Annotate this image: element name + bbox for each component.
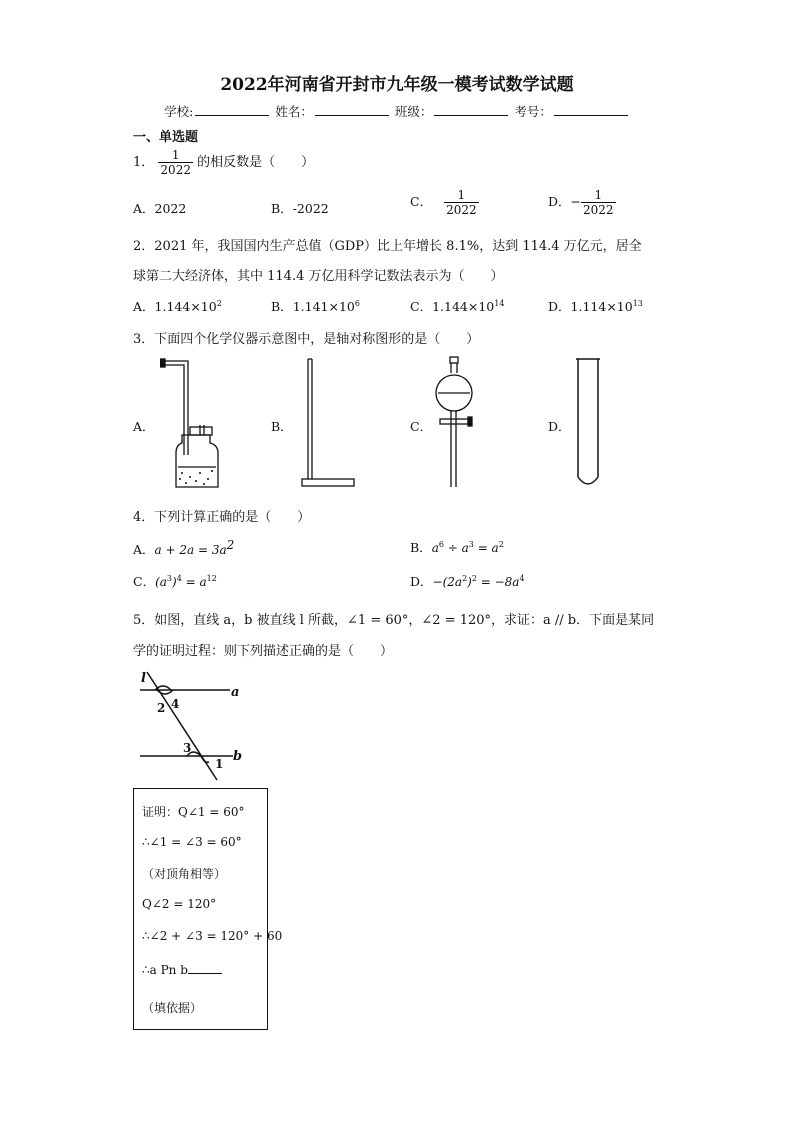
angle-1-label: 1 xyxy=(215,757,224,771)
class-blank[interactable] xyxy=(434,103,508,116)
proof-blank[interactable] xyxy=(188,963,222,974)
parallel-lines-figure xyxy=(135,668,250,783)
q3-option-a-label[interactable]: A． xyxy=(133,419,155,434)
page-title: 2022年河南省开封市九年级一模考试数学试题 xyxy=(220,75,574,95)
q4-option-c[interactable]: C．$(a^3)^4 = a^{12}$ xyxy=(133,573,217,589)
proof-line-2: ∴∠1 = ∠3 = 60° xyxy=(142,835,242,849)
section-heading: 一、单选题 xyxy=(133,130,199,145)
question-4-stem: 4．下列计算正确的是（ ） xyxy=(133,510,311,525)
proof-line-7: （填依据） xyxy=(142,1001,203,1015)
gas-washing-bottle-icon xyxy=(160,355,220,495)
question-2-line-2: 球第二大经济体，其中 114.4 万亿用科学记数法表示为（ ） xyxy=(133,269,504,284)
proof-line-6: ∴a Pn b xyxy=(142,963,222,977)
question-number: 1． xyxy=(133,155,155,170)
angle-2-label: 2 xyxy=(157,701,166,715)
label-b: b xyxy=(233,749,243,764)
question-5-line-1: 5．如图，直线 a，b 被直线 l 所截，∠1 = 60°，∠2 = 120°，求证：a // b．下面是某同 xyxy=(133,613,655,628)
q4-option-a[interactable]: A．$a + 2a = 3a^2$ xyxy=(133,538,235,558)
label-a: a xyxy=(231,685,240,700)
q4-option-b[interactable]: B．$a^6 \div a^3 = a^2$ xyxy=(410,539,504,555)
angle-3-label: 3 xyxy=(183,741,192,755)
q1-option-b[interactable]: B．-2022 xyxy=(271,201,329,216)
school-blank[interactable] xyxy=(195,103,269,116)
angle-4-label: 4 xyxy=(171,697,180,711)
q2-option-d[interactable]: D．$1.114\times 10^{13}$ xyxy=(548,298,643,314)
q1-option-c[interactable]: C． $\frac{1}{2022}$ xyxy=(410,188,477,217)
proof-line-3: （对顶角相等） xyxy=(142,867,227,881)
separatory-funnel-icon xyxy=(432,355,482,490)
question-5-line-2: 学的证明过程：则下列描述正确的是（ ） xyxy=(133,644,394,659)
number-label: 考号： xyxy=(514,104,552,119)
class-label: 班级： xyxy=(394,104,433,119)
q2-option-a[interactable]: A．$1.144\times 10^2$ xyxy=(133,298,222,314)
q1-option-a[interactable]: A．2022 xyxy=(133,201,187,216)
proof-line-4: Q∠2 = 120° xyxy=(142,897,217,911)
label-l: l xyxy=(141,671,146,686)
test-tube-icon xyxy=(568,355,608,495)
q4-option-d[interactable]: D．$-(2a^2)^2 = -8a^4$ xyxy=(410,573,525,589)
q3-option-d-label[interactable]: D． xyxy=(548,419,571,434)
question-2-line-1: 2．2021 年，我国国内生产总值（GDP）比上年增长 8.1%，达到 114.4 万亿元，居全 xyxy=(133,239,642,254)
q3-option-c-label[interactable]: C． xyxy=(410,419,433,434)
proof-line-1: 证明：Q∠1 = 60° xyxy=(142,805,245,819)
fraction: $\frac{1}{2022}$ xyxy=(160,148,191,177)
school-label: 学校: xyxy=(164,104,194,119)
proof-box xyxy=(133,788,283,1030)
question-3-stem: 3．下面四个化学仪器示意图中，是轴对称图形的是（ ） xyxy=(133,332,480,347)
name-blank[interactable] xyxy=(315,103,389,116)
iron-stand-icon xyxy=(298,355,358,490)
q2-option-c[interactable]: C．$1.144\times 10^{14}$ xyxy=(410,298,505,314)
question-1-stem xyxy=(133,148,314,177)
number-blank[interactable] xyxy=(554,103,628,116)
q2-option-b[interactable]: B．$1.141\times 10^6$ xyxy=(271,298,360,314)
q3-option-b-label[interactable]: B． xyxy=(271,419,293,434)
name-label: 姓名： xyxy=(275,104,313,119)
student-info-line xyxy=(0,102,794,120)
q1-option-d[interactable]: D．− $\frac{1}{2022}$ xyxy=(548,188,614,217)
proof-line-5: ∴∠2 + ∠3 = 120° + 60 xyxy=(142,929,283,943)
question-text: 的相反数是（ ） xyxy=(197,155,315,170)
